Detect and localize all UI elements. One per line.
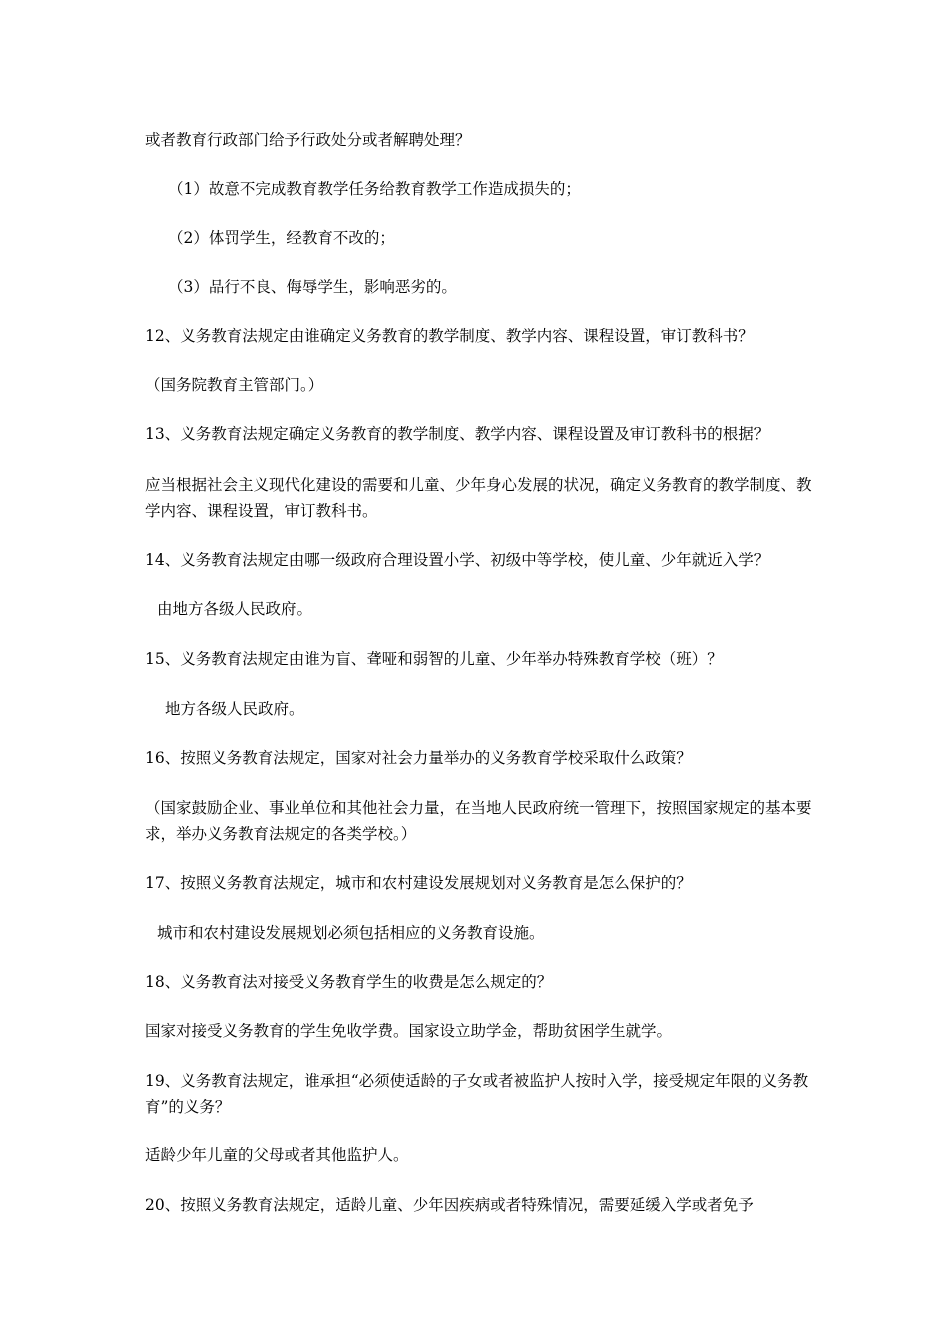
answer-12: （国务院教育主管部门。） (145, 376, 324, 394)
question-16: 16、按照义务教育法规定，国家对社会力量举办的义务教育学校采取什么政策？ (145, 749, 692, 767)
question-18: 18、义务教育法对接受义务教育学生的收费是怎么规定的？ (145, 973, 553, 991)
question-15: 15、义务教育法规定由谁为盲、聋哑和弱智的儿童、少年举办特殊教育学校（班）？ (145, 650, 723, 668)
question-19: 19、义务教育法规定，谁承担“必须使适龄的子女或者被监护人按时入学，接受规定年限的义务教育”的义务？ (145, 1072, 809, 1116)
answer-18: 国家对接受义务教育的学生免收学费。国家设立助学金，帮助贫困学生就学。 (145, 1022, 673, 1040)
question-17: 17、按照义务教育法规定，城市和农村建设发展规划对义务教育是怎么保护的？ (145, 874, 692, 892)
answer-14: 由地方各级人民政府。 (157, 600, 313, 618)
question-12: 12、义务教育法规定由谁确定义务教育的教学制度、教学内容、课程设置，审订教科书？ (145, 327, 754, 345)
paragraph-intro: 或者教育行政部门给予行政处分或者解聘处理？ (145, 131, 471, 149)
list-item: （1）故意不完成教育教学任务给教育教学工作造成损失的； (168, 180, 581, 198)
question-14: 14、义务教育法规定由哪一级政府合理设置小学、初级中等学校，使儿童、少年就近入学？ (145, 551, 770, 569)
question-13: 13、义务教育法规定确定义务教育的教学制度、教学内容、课程设置及审订教科书的根据？ (145, 425, 770, 443)
answer-13: 应当根据社会主义现代化建设的需要和儿童、少年身心发展的状况，确定义务教育的教学制度、教学内容、课程设置，审订教科书。 (145, 476, 812, 520)
question-20: 20、按照义务教育法规定，适龄儿童、少年因疾病或者特殊情况，需要延缓入学或者免予 (145, 1196, 754, 1214)
list-item: （3）品行不良、侮辱学生，影响恶劣的。 (168, 278, 457, 296)
answer-15: 地方各级人民政府。 (165, 700, 305, 718)
answer-16: （国家鼓励企业、事业单位和其他社会力量，在当地人民政府统一管理下，按照国家规定的基本要求，举办义务教育法规定的各类学校。） (145, 799, 812, 843)
answer-19: 适龄少年儿童的父母或者其他监护人。 (145, 1146, 409, 1164)
list-item: （2）体罚学生，经教育不改的； (168, 229, 395, 247)
answer-17: 城市和农村建设发展规划必须包括相应的义务教育设施。 (157, 924, 545, 942)
